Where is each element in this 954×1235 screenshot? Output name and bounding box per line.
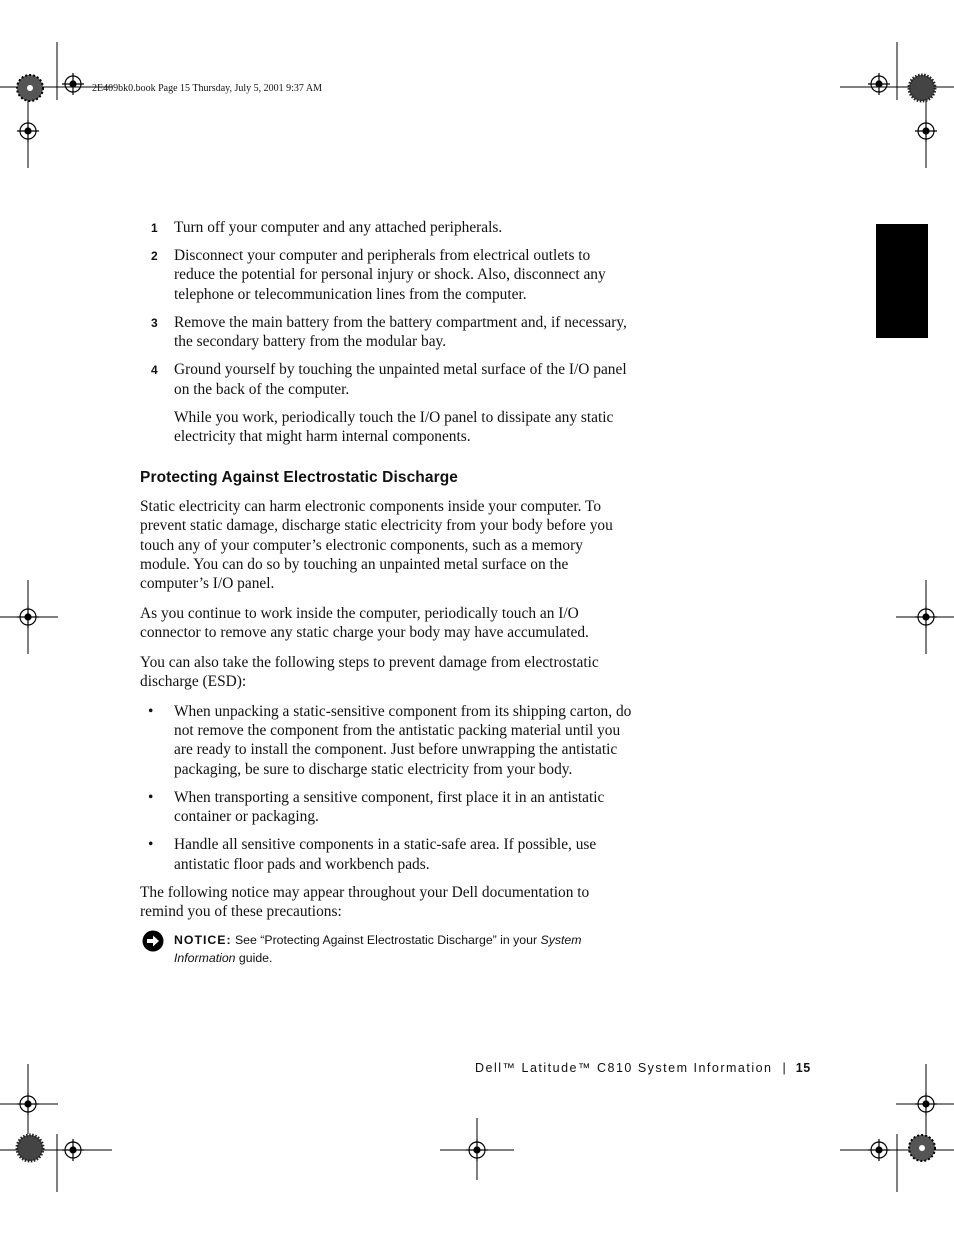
bullet-text: When transporting a sensitive component, first place it in an antistatic container or packaging. bbox=[174, 788, 605, 826]
step-text: Turn off your computer and any attached peripherals. bbox=[174, 219, 503, 236]
step-1 bbox=[140, 218, 632, 237]
bullet-text: Handle all sensitive components in a static-safe area. If possible, use antistatic floor pads and workbench pads. bbox=[174, 836, 597, 873]
bullet-marker: • bbox=[148, 788, 154, 806]
closing-paragraph: The following notice may appear throughout your Dell documentation to remind you of these precautions: bbox=[140, 883, 590, 920]
step-number: 1 bbox=[151, 221, 158, 235]
step-text: Remove the main battery from the battery compartment and, if necessary, the secondary battery from the modular bay. bbox=[174, 313, 627, 351]
footer-title: Dell™ Latitude™ C810 System Information bbox=[475, 1061, 773, 1075]
step-3 bbox=[140, 313, 632, 352]
page-number: 15 bbox=[795, 1061, 811, 1075]
bullet-item bbox=[140, 835, 632, 874]
page-footer bbox=[475, 1061, 811, 1075]
notice-arrow-icon bbox=[142, 930, 164, 952]
bullet-marker: • bbox=[148, 702, 154, 720]
step-number: 4 bbox=[151, 363, 158, 378]
step-4-followup: While you work, periodically touch the I/O panel to dissipate any static electricity that might harm internal components. bbox=[174, 408, 614, 446]
paragraph: As you continue to work inside the computer, periodically touch an I/O connector to remove any static charge your body may have accumulated. bbox=[140, 604, 589, 642]
paragraph: You can also take the following steps to prevent damage from electrostatic discharge (ESD): bbox=[140, 653, 599, 691]
notice-text-end: guide. bbox=[235, 951, 273, 966]
notice-label: NOTICE: bbox=[174, 933, 232, 948]
bullet-item bbox=[140, 788, 632, 827]
step-number: 2 bbox=[151, 249, 158, 263]
bullet-text: When unpacking a static-sensitive component from its shipping carton, do not remove the component from the antistatic packing material until you are ready to install the component. Just before unwrapping the antistatic packaging, be sure to discharge static electricity from your body. bbox=[174, 702, 632, 778]
step-text: Ground yourself by touching the unpainted metal surface of the I/O panel on the back of the computer. bbox=[174, 361, 627, 398]
notice-block bbox=[140, 931, 632, 967]
section-thumb-tab bbox=[876, 224, 928, 338]
page-content bbox=[140, 218, 632, 967]
notice-guide-title: System Information bbox=[174, 933, 582, 966]
paragraph: Static electricity can harm electronic components inside your computer. To prevent static damage, discharge static electricity from your body before you touch any of your computer’s electronic components, such as a memory module. You can do so by touching an unpainted metal surface on the computer’s I/O panel. bbox=[140, 497, 613, 593]
section-heading: Protecting Against Electrostatic Discharge bbox=[140, 469, 459, 487]
bullet-marker: • bbox=[148, 836, 154, 854]
notice-text: See “Protecting Against Electrostatic Discharge” in your bbox=[231, 933, 541, 948]
step-text: Disconnect your computer and peripherals from electrical outlets to reduce the potential for personal injury or shock. Also, disconnect any telephone or telecommunication lines from the computer. bbox=[174, 247, 606, 303]
print-slug: 2E409bk0.book Page 15 Thursday, July 5, 2001 9:37 AM bbox=[92, 83, 322, 94]
bullet-item bbox=[140, 702, 632, 780]
step-2 bbox=[140, 246, 632, 304]
step-number: 3 bbox=[151, 315, 158, 330]
step-4 bbox=[140, 360, 632, 399]
footer-separator: | bbox=[782, 1061, 786, 1075]
